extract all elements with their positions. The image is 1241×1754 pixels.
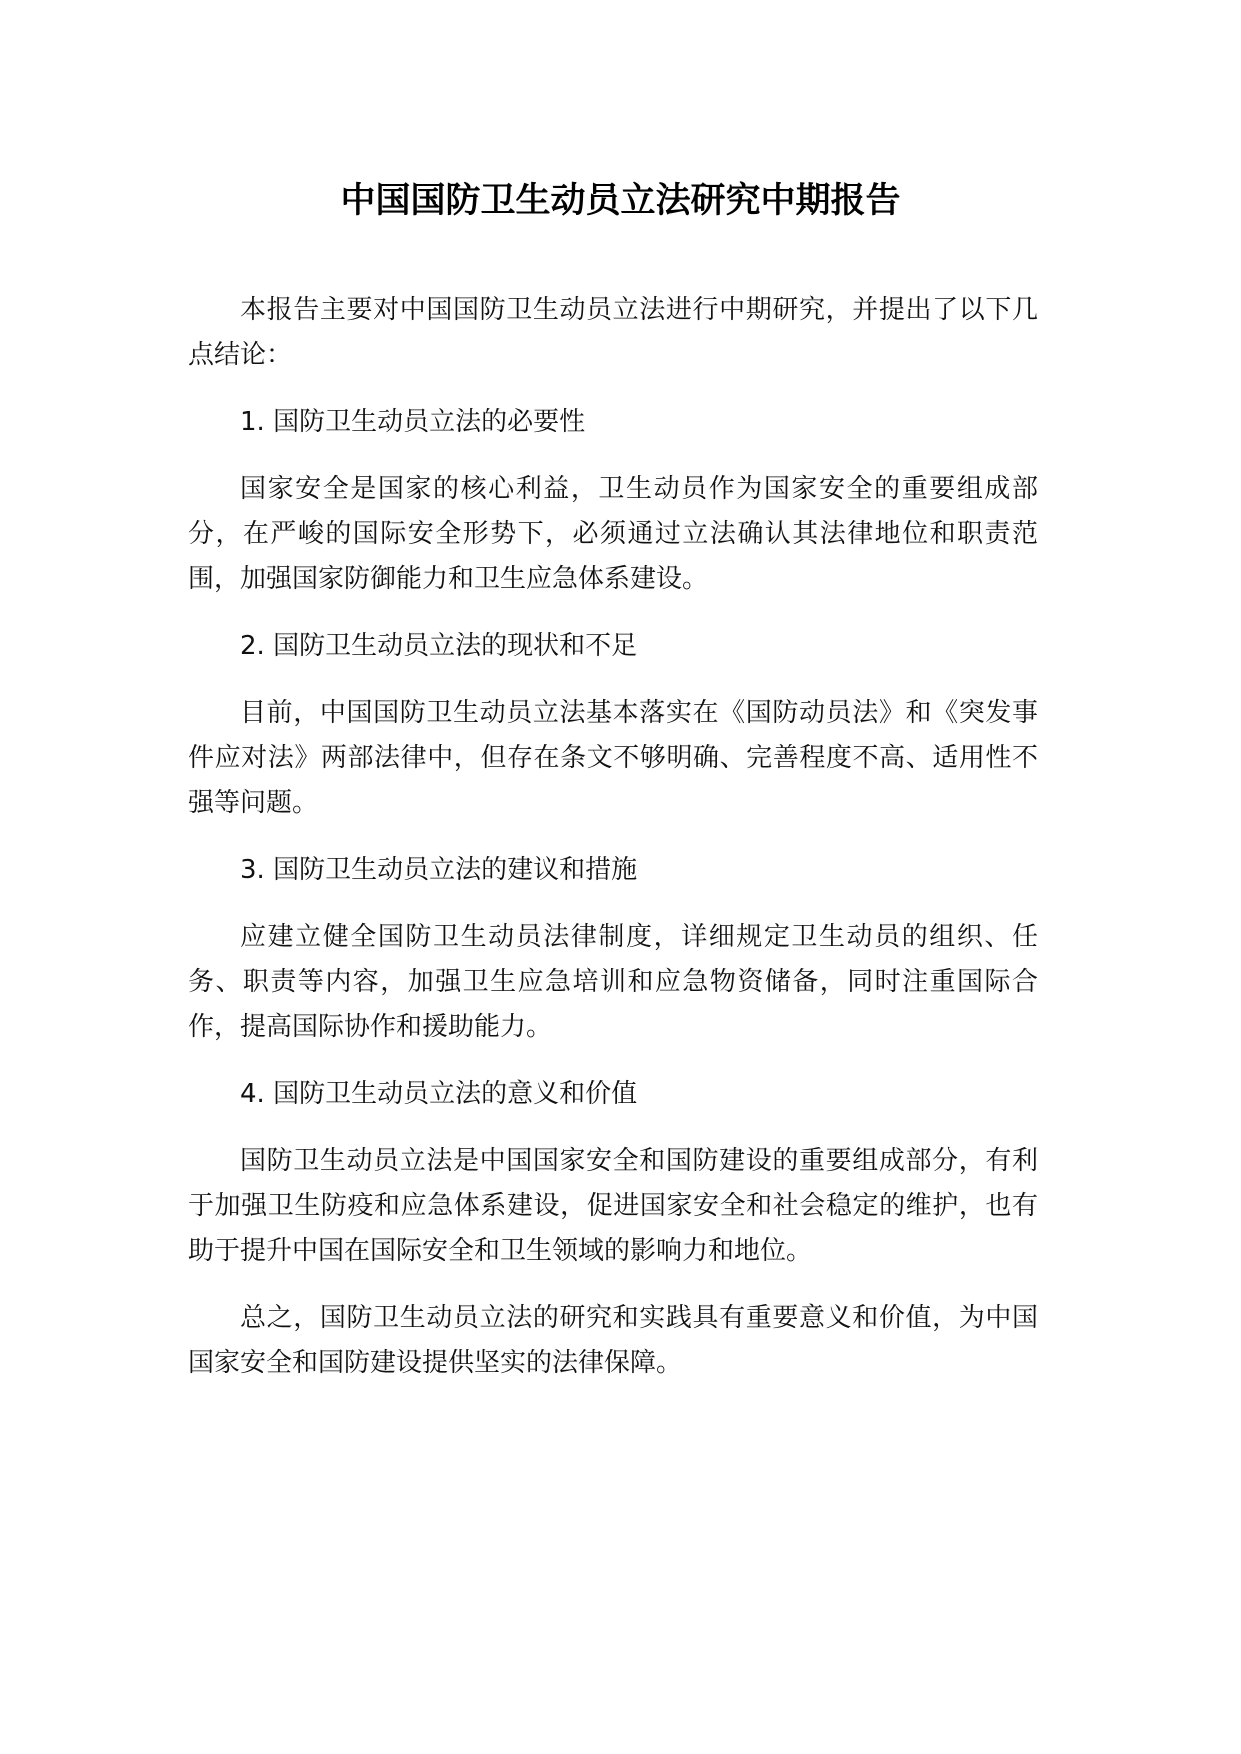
document-body [188,288,1038,1408]
section-heading-4: 4. 国防卫生动员立法的意义和价值 [240,1079,638,1109]
section-paragraph-2: 目前，中国国防卫生动员立法基本落实在《国防动员法》和《突发事件应对法》两部法律中，但存在条文不够明确、完善程度不高、适用性不强等问题。 [188,698,1038,818]
conclusion-paragraph: 总之，国防卫生动员立法的研究和实践具有重要意义和价值，为中国国家安全和国防建设提供坚实的法律保障。 [188,1303,1038,1378]
section-paragraph-4: 国防卫生动员立法是中国国家安全和国防建设的重要组成部分，有利于加强卫生防疫和应急体系建设，促进国家安全和社会稳定的维护，也有助于提升中国在国际安全和卫生领域的影响力和地位。 [188,1146,1038,1266]
section-paragraph-1: 国家安全是国家的核心利益，卫生动员作为国家安全的重要组成部分，在严峻的国际安全形势下，必须通过立法确认其法律地位和职责范围，加强国家防御能力和卫生应急体系建设。 [188,474,1038,594]
section-heading-2: 2. 国防卫生动员立法的现状和不足 [240,631,638,661]
section-heading-3: 3. 国防卫生动员立法的建议和措施 [240,855,638,885]
intro-paragraph: 本报告主要对中国国防卫生动员立法进行中期研究，并提出了以下几点结论： [188,295,1038,370]
section-heading-1: 1. 国防卫生动员立法的必要性 [240,407,586,437]
document-title: 中国国防卫生动员立法研究中期报告 [340,181,901,221]
section-paragraph-3: 应建立健全国防卫生动员法律制度，详细规定卫生动员的组织、任务、职责等内容，加强卫生应急培训和应急物资储备，同时注重国际合作，提高国际协作和援助能力。 [188,922,1038,1042]
